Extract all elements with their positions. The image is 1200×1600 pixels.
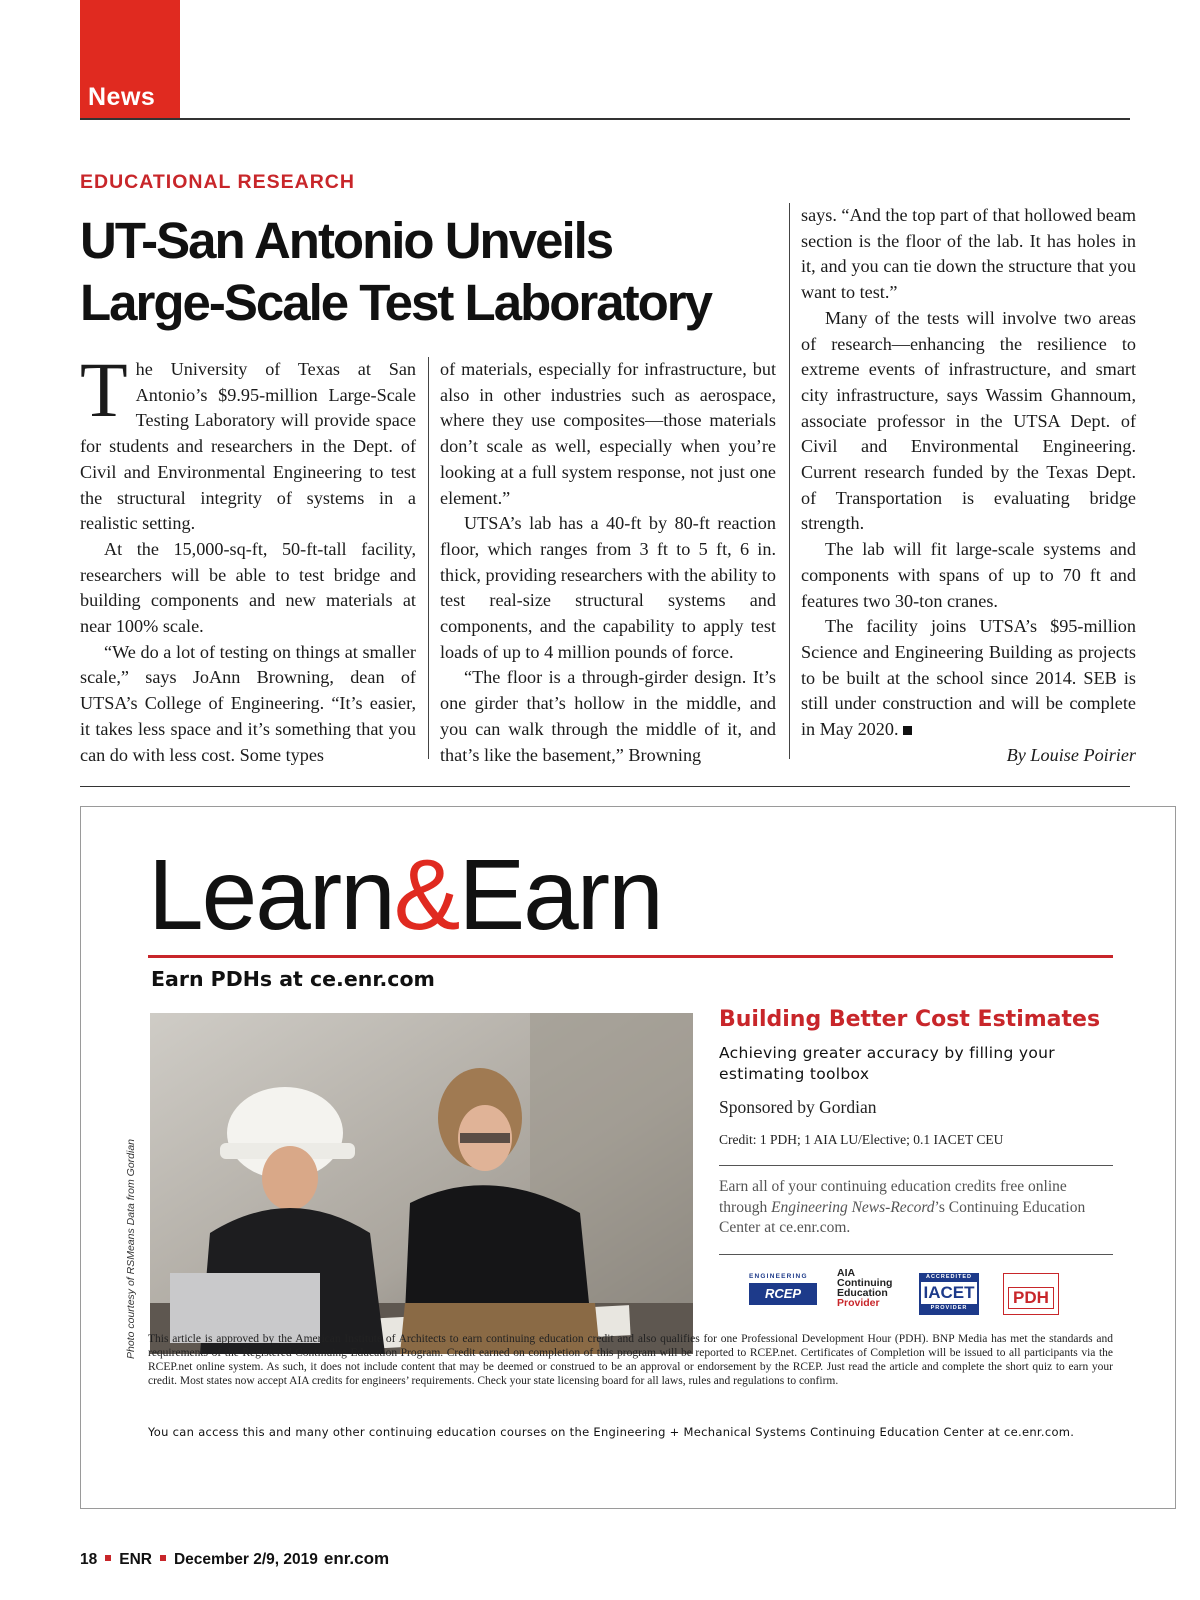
aia-badge-icon bbox=[837, 1268, 892, 1308]
article-paragraph: of materials, especially for infrastructure, but also in other industries such as aerospace, where they use composites—those materials don’t scale as well, especially when you’re looking at a full system response, not just one element.” bbox=[440, 359, 776, 508]
byline: By Louise Poirier bbox=[1006, 744, 1136, 765]
learn-earn-ad bbox=[80, 806, 1176, 1509]
ad-fine-print: This article is approved by the American Institute of Architects to earn continuing education credit and also qualifies for one Professional Development Hour (PDH). BNP Media has met the standards and requirements of the Registered Continuing Education Program. Credit earned on completion of this program will be reported to RCEP.net. Certificates of Completion will be issued to all participants via the RCEP.net online system. As such, it does not include content that may be deemed or construed to be an approval or endorsement by the RCEP. Just read the article and complete the short quiz to earn your credit. Most states now accept AIA credits for engineers’ requirements. Check your state licensing board for all laws, rules and regulations to confirm. bbox=[148, 1333, 1113, 1387]
earn-text-publication: Engineering News-Record bbox=[771, 1198, 935, 1216]
aia-badge-line: Provider bbox=[837, 1297, 880, 1309]
article-paragraph: The lab will fit large-scale systems and components with spans of up to 70 ft and features two 30-ton cranes. bbox=[801, 539, 1136, 611]
pdh-badge-icon bbox=[1003, 1273, 1059, 1315]
publication-name: ENR bbox=[119, 1551, 152, 1568]
article-paragraph: UTSA’s lab has a 40-ft by 80-ft reaction floor, which ranges from 3 ft to 5 ft, 6 in. thick, providing researchers with the ability to test real-size structural systems and components, and the capability to apply test loads of up to 4 million pounds of force. bbox=[440, 513, 776, 662]
column-divider bbox=[789, 203, 790, 759]
paragraph-text: he University of Texas at San Antonio’s $9.95-million Large-Scale Testing Laboratory will provide space for students and researchers in the Dept. of Civil and Environmental Engineering to test the structural integrity of systems in a realistic setting. bbox=[80, 359, 416, 534]
website-link[interactable]: enr.com bbox=[323, 1549, 390, 1568]
article-paragraph: “The floor is a through-girder design. It’s one girder that’s hollow in the middle, and you can walk through the middle of it, and that’s like the basement,” Browning bbox=[440, 667, 776, 765]
article-headline bbox=[80, 210, 760, 334]
paragraph-text: The facility joins UTSA’s $95-million Science and Engineering Building as projects to be built at the school since 2014. SEB is still under construction and will be complete in May 2020. bbox=[801, 616, 1136, 740]
article-paragraph bbox=[80, 346, 416, 537]
earn-text-part: ’s Continuing Education Center at ce.enr.com. bbox=[719, 1198, 1086, 1236]
iacet-badge-top: ACCREDITED bbox=[925, 1274, 973, 1280]
workers-photo bbox=[150, 1013, 693, 1354]
logo-underline bbox=[148, 955, 1113, 958]
iacet-badge-bottom: PROVIDER bbox=[930, 1305, 968, 1311]
article-column-3 bbox=[801, 203, 1136, 768]
ad-divider bbox=[719, 1165, 1113, 1166]
article-column-2 bbox=[440, 357, 776, 768]
page-number: 18 bbox=[80, 1551, 98, 1568]
iacet-badge-icon bbox=[919, 1273, 979, 1315]
aia-badge-line: Education bbox=[837, 1287, 888, 1299]
rcep-badge-label: RCEP bbox=[749, 1283, 817, 1305]
article-paragraph: says. “And the top part of that hollowed beam section is the floor of the lab. It has holes in it, and you can tie down the structure that you want to test.” bbox=[801, 205, 1136, 303]
ad-subhead: Earn PDHs at ce.enr.com bbox=[151, 967, 435, 991]
separator-icon bbox=[160, 1555, 166, 1561]
rcep-badge-icon bbox=[749, 1273, 817, 1315]
rcep-badge-top: ENGINEERING bbox=[749, 1273, 808, 1280]
course-title[interactable]: Building Better Cost Estimates bbox=[719, 1007, 1101, 1032]
course-description: Achieving greater accuracy by filling your estimating toolbox bbox=[719, 1044, 1055, 1083]
page-footer bbox=[80, 1549, 389, 1569]
column-divider bbox=[428, 357, 429, 759]
header-divider bbox=[80, 118, 1130, 120]
logo-ampersand: & bbox=[393, 839, 459, 951]
aia-badge-line: AIA bbox=[837, 1267, 856, 1279]
article-end-divider bbox=[80, 786, 1130, 787]
section-tab-label: News bbox=[88, 83, 156, 111]
separator-icon bbox=[105, 1555, 111, 1561]
ad-divider bbox=[719, 1254, 1113, 1255]
photo-credit: Photo courtesy of RSMeans Data from Gordian bbox=[125, 1138, 137, 1359]
course-sponsor: Sponsored by Gordian bbox=[719, 1097, 877, 1117]
article-paragraph: Many of the tests will involve two areas of research—enhancing the resilience to extreme events of infrastructure, and smart city infrastructure, says Wassim Ghannoum, associate professor in the UTSA Dept. of Civil and Environmental Engineering. Current research funded by the Texas Dept. of Transportation is evaluating bridge strength. bbox=[801, 307, 1136, 534]
logo-earn: Earn bbox=[458, 839, 662, 951]
article-kicker: EDUCATIONAL RESEARCH bbox=[80, 171, 355, 193]
section-tab-news bbox=[80, 0, 180, 118]
issue-date: December 2/9, 2019 bbox=[173, 1551, 318, 1568]
ad-access-line: You can access this and many other continuing education courses on the Engineering + Mechanical Systems Continuing Education Center at ce.enr.com. bbox=[148, 1425, 1075, 1439]
construction-workers-image bbox=[150, 1013, 693, 1354]
drop-cap: T bbox=[80, 346, 128, 433]
learn-earn-logo bbox=[148, 839, 662, 951]
article-column-1 bbox=[80, 346, 416, 768]
headline-line-1: UT-San Antonio Unveils bbox=[80, 212, 613, 269]
end-mark-icon bbox=[903, 726, 912, 735]
aia-badge-line: Continuing bbox=[837, 1277, 893, 1289]
accreditation-badges bbox=[719, 1263, 1119, 1323]
iacet-badge-label: IACET bbox=[921, 1282, 977, 1304]
earn-text-part: Earn all of your continuing education credits free online through bbox=[719, 1178, 1067, 1216]
article-paragraph bbox=[801, 614, 1136, 743]
pdh-badge-label: PDH bbox=[1008, 1287, 1054, 1309]
article-paragraph: “We do a lot of testing on things at smaller scale,” says JoAnn Browning, dean of UTSA’s College of Engineering. “It’s easier, it takes less space and it’s something that you can do with less cost. Some types bbox=[80, 641, 416, 765]
article-paragraph: At the 15,000-sq-ft, 50-ft-tall facility, researchers will be able to test bridge and building components and new materials at near 100% scale. bbox=[80, 538, 416, 637]
earn-credits-text bbox=[719, 1177, 1099, 1239]
logo-learn: Learn bbox=[148, 839, 394, 951]
course-credit: Credit: 1 PDH; 1 AIA LU/Elective; 0.1 IACET CEU bbox=[719, 1132, 1004, 1147]
headline-line-2: Large-Scale Test Laboratory bbox=[80, 274, 711, 331]
